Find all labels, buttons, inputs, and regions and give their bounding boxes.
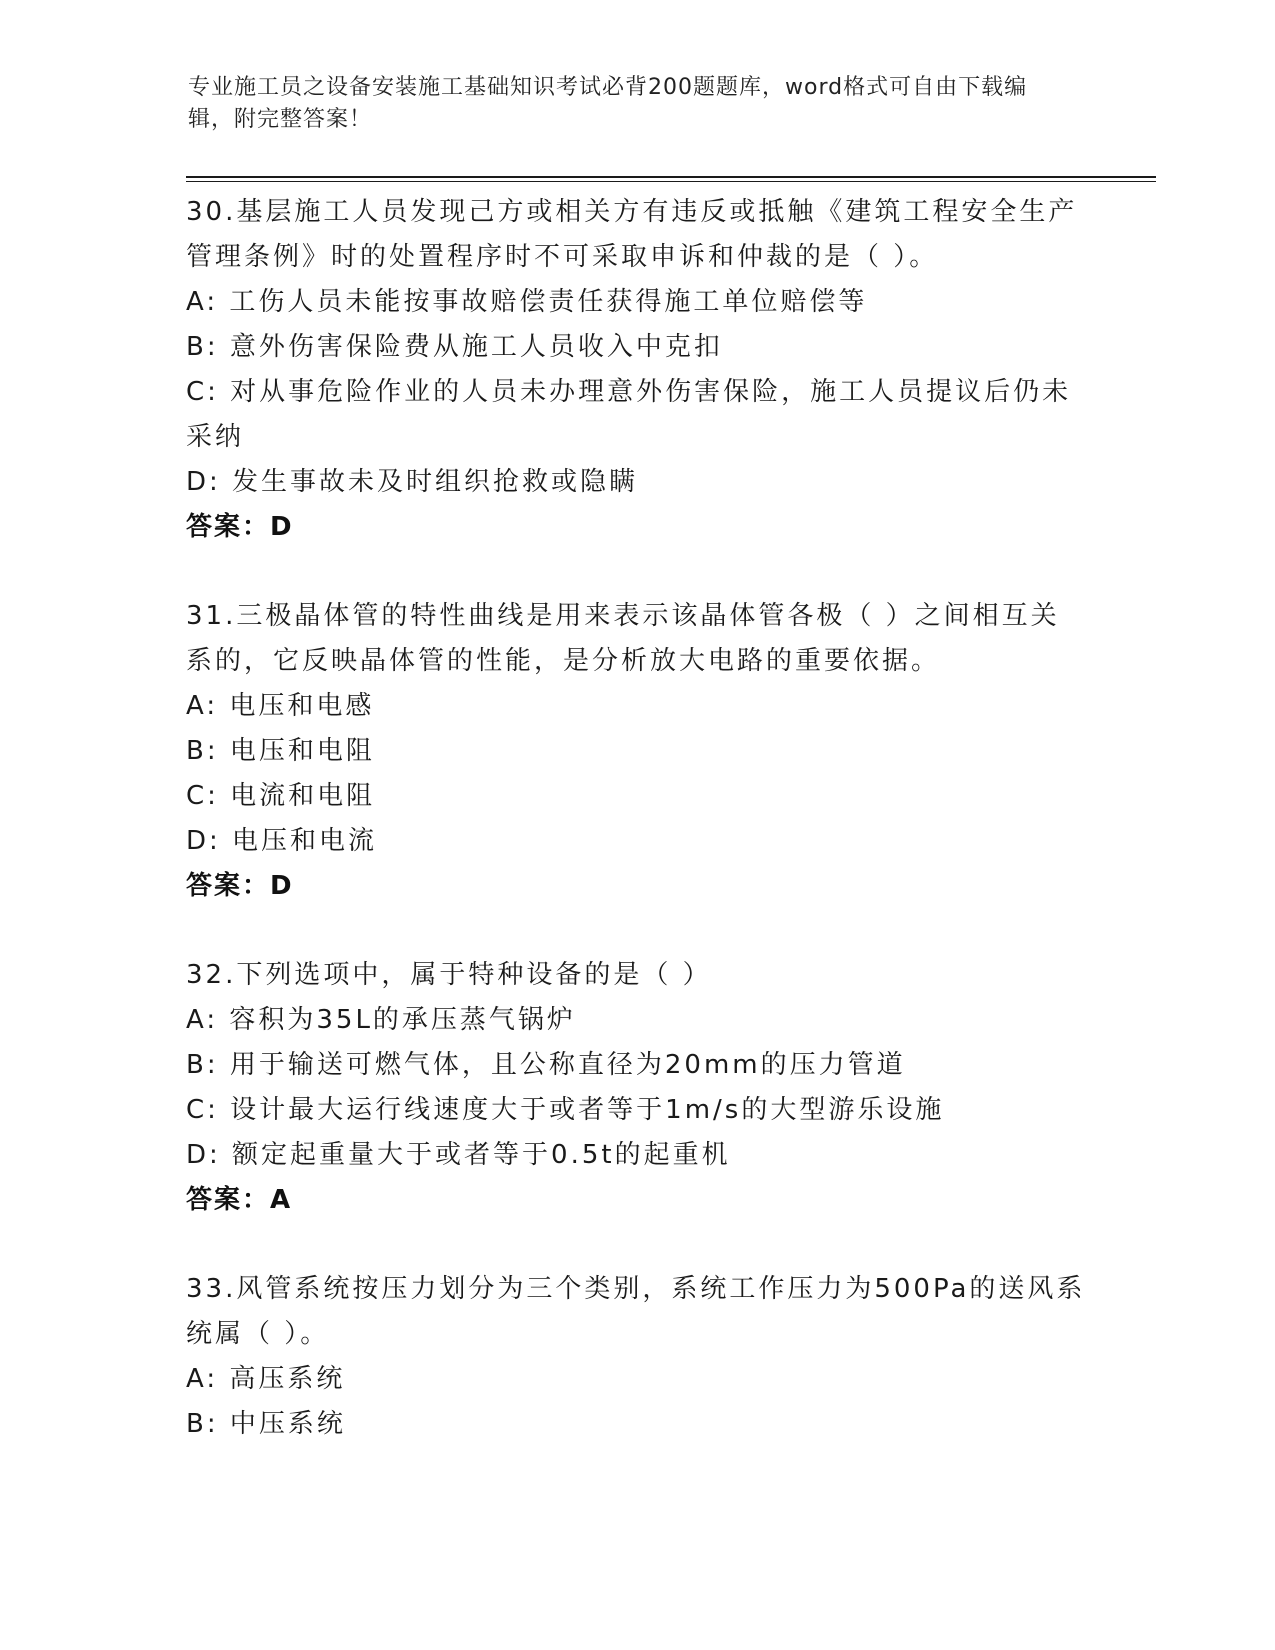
question-stem: 30.基层施工人员发现己方或相关方有违反或抵触《建筑工程安全生产管理条例》时的处置程序时不可采取申诉和仲裁的是（ ）。 (186, 197, 1078, 272)
option-a: A: 高压系统 (186, 1364, 346, 1394)
question-stem: 31.三极晶体管的特性曲线是用来表示该晶体管各极（ ）之间相互关系的，它反映晶体管的性能，是分析放大电路的重要依据。 (186, 601, 1060, 676)
option-d: D: 电压和电流 (186, 826, 378, 856)
question-list (186, 190, 1086, 1491)
question-stem: 33.风管系统按压力划分为三个类别，系统工作压力为500Pa的送风系统属（ ）。 (186, 1274, 1086, 1349)
option-b: B: 用于输送可燃气体，且公称直径为20mm的压力管道 (186, 1050, 906, 1080)
question-33 (186, 1267, 1086, 1447)
option-b: B: 电压和电阻 (186, 736, 375, 766)
option-c: C: 设计最大运行线速度大于或者等于1m/s的大型游乐设施 (186, 1095, 945, 1125)
document-header: 专业施工员之设备安装施工基础知识考试必背200题题库，word格式可自由下载编辑，附完整答案！ (188, 75, 1028, 132)
question-stem: 32.下列选项中，属于特种设备的是（ ） (186, 960, 712, 990)
answer-label: 答案：D (186, 512, 294, 542)
option-a: A: 容积为35L的承压蒸气锅炉 (186, 1005, 576, 1035)
option-d: D: 额定起重量大于或者等于0.5t的起重机 (186, 1140, 731, 1170)
answer-label: 答案：D (186, 871, 294, 901)
question-31 (186, 594, 1086, 909)
header-divider-thick (186, 176, 1156, 178)
option-c: C: 电流和电阻 (186, 781, 376, 811)
option-d: D: 发生事故未及时组织抢救或隐瞒 (186, 467, 639, 497)
option-c: C: 对从事危险作业的人员未办理意外伤害保险，施工人员提议后仍未采纳 (186, 377, 1072, 452)
question-32 (186, 953, 1086, 1223)
option-b: B: 意外伤害保险费从施工人员收入中克扣 (186, 332, 723, 362)
option-b: B: 中压系统 (186, 1409, 346, 1439)
header-divider-thin (186, 181, 1156, 182)
option-a: A: 工伤人员未能按事故赔偿责任获得施工单位赔偿等 (186, 287, 868, 317)
answer-label: 答案：A (186, 1185, 293, 1215)
option-a: A: 电压和电感 (186, 691, 375, 721)
question-30 (186, 190, 1086, 550)
